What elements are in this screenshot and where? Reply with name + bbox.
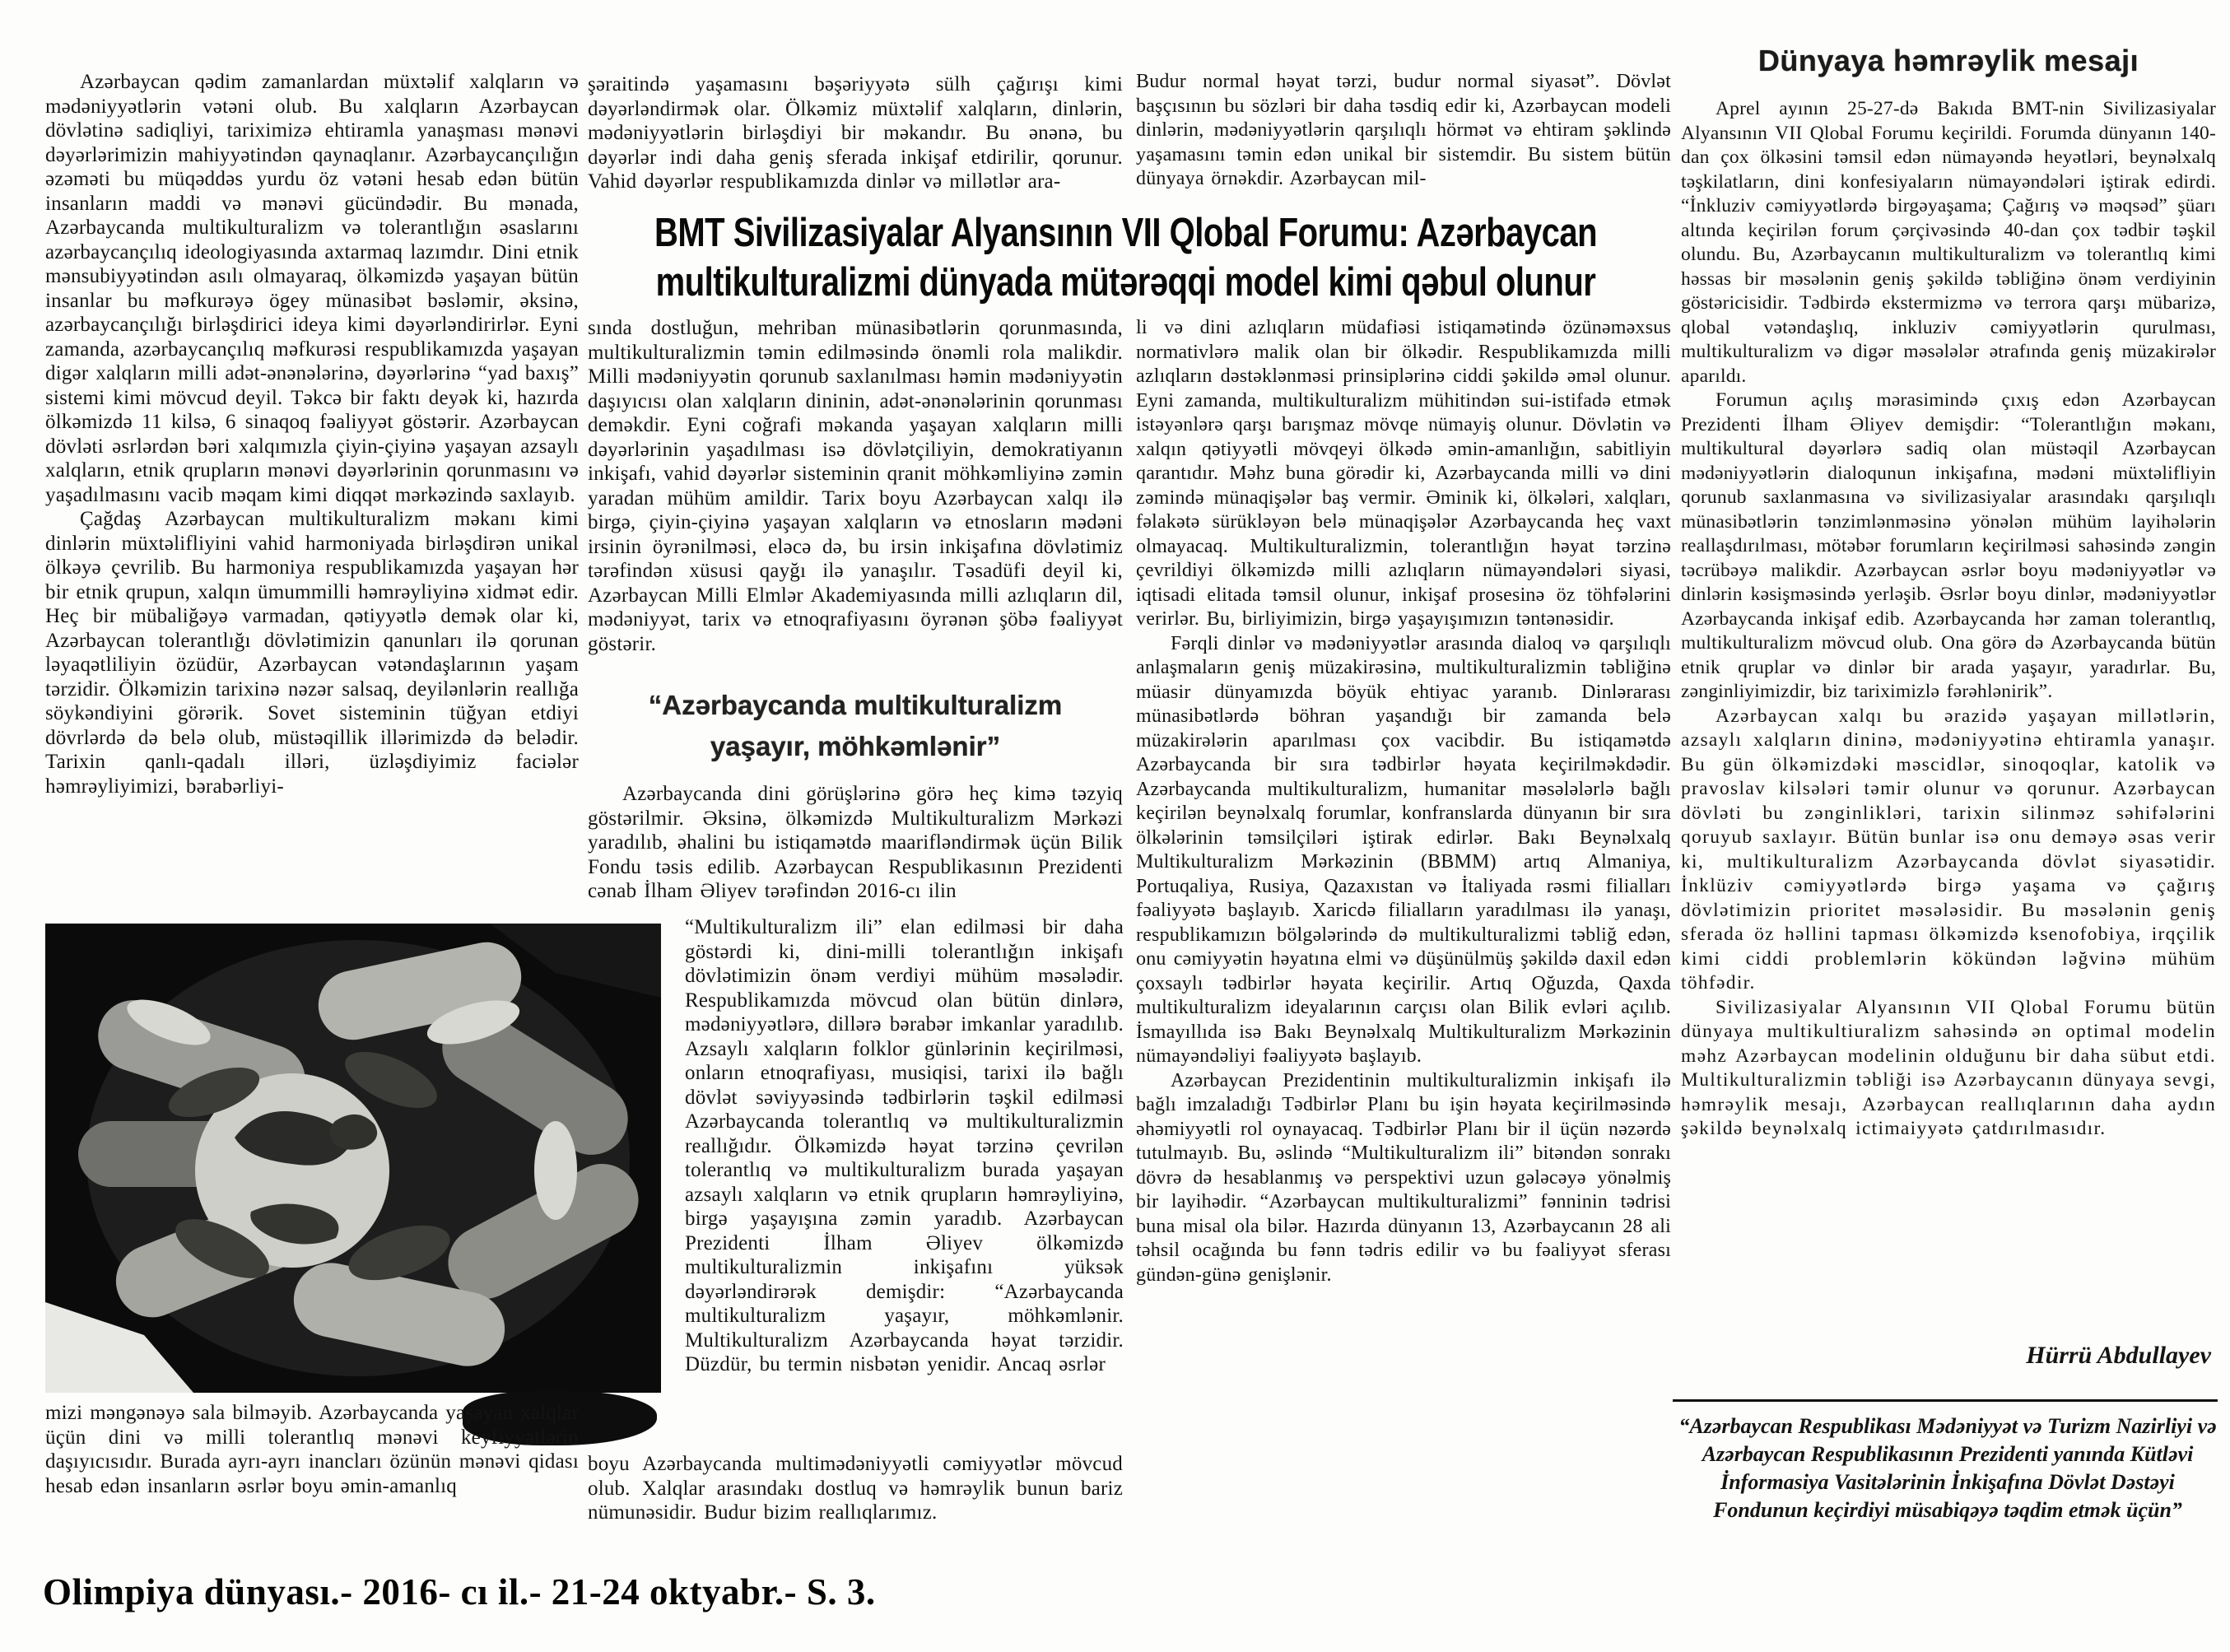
article-paragraph-continuation: “Multikulturalizm ili” elan edilməsi bir daha göstərdi ki, dini-milli tolerantlığın inkişafı dövlətimizin önəm verdiyi mühüm məsələdir. Respublikamızda mövcud olan bütün dinlərə, mədəniyyətlərə, dillərə bərabər imkanlar yaradılıb. Azsaylı xalqların folklor günlərinin keçirilməsi, onların etnoqrafiyası, musiqisi, tarixi ilə bağlı dövlət səviyyəsində tədbirlərin təşkil edilməsi Azərbaycanda tolerantlıq və multikulturalizmin reallığıdır. Ölkəmizdə həyat tərzinə çevrilən tolerantlıq və multikulturalizm burada yaşayan azsaylı xalqların və etnik qrupların həmrəyliyinə, birgə yaşayışına zəmin yaradıb. Azərbaycan Prezidenti İlham Əliyev ölkəmizdə multikulturalizmin inkişafını yüksək dəyərləndirərək demişdir: “Azərbaycanda multikulturalizm yaşayır, möhkəmlənir. Multikulturalizm Azərbaycanda həyat tərzidir. Düzdür, bu termin nisbətən yenidir. Ancaq əsrlər	[685, 916, 1124, 1375]
column2-body-wrapped	[685, 915, 1124, 1449]
column2-body	[588, 316, 1123, 678]
article-paragraph-continuation: li və dini azlıqların müdafiəsi istiqamətində özünəməxsus normativlərə malik olan bir ölkədir. Respublikamızda milli azlıqların dəstəklənməsi prinsiplərinə ciddi şəkildə əməl olunur. Eyni zamanda, multikulturalizm mühitindən sui-istifadə etmək istəyənlərə qarşı barışmaz mövqe nümayiş olunur. Dövlətin və xalqın qətiyyətli mövqeyi ölkədə əmin-amanlığın, sabitliyin qarantıdır. Məhz buna görədir ki, Azərbaycanda milli və dini zəmində münaqişələr baş vermir. Əminik ki, ölkələri, xalqları, fəlakətə sürükləyən belə münaqişələr Azərbaycanda heç vaxt olmayacaq. Multikulturalizmin, tolerantlığın həyat tərzinə çevrildiyi ölkəmizdə milli azlıqların nümayəndələri siyasi, iqtisadi elitada təmsil olunur, inkişaf prosesinə öz töhfələrini verirlər. Bu, birliyimizin, birgə yaşayışımızın təntənəsidir.	[1136, 317, 1671, 630]
section-heading: Dünyaya həmrəylik mesajı	[1757, 44, 2139, 77]
article-paragraph: Çağdaş Azərbaycan multikulturalizm məkanı kimi dinlərin müxtəlifliyini vahid harmoniyada birləşdirən unikal ölkəyə çevrilib. Bu harmoniya respublikamızda yaşayan hər bir etnik qrupun, xalqın ümummilli həmrəyliyinə xidmət edir. Heç bir mübaliğəyə varmadan, qətiyyətlə demək olar ki, Azərbaycan tolerantlığı dövlətimizin qanunları ilə qorunan ləyaqətliliyin özüdür, Azərbaycan vətəndaşlarının yaşam tərzidir. Ölkəmizin tarixinə nəzər salsaq, deyilənlərin reallığa söykəndiyini görərik. Sovet sisteminin tüğyan etdiyi dövrlərdə də belə olub, müstəqillik illərimizdə də belədir. Tarixin qanlı-qadalı illəri, üzləşdiyimiz faciələr həmrəyliyimizi, bərabərliyi-	[45, 508, 579, 798]
source-citation: Olimpiya dünyası.- 2016- cı il.- 21-24 oktyabr.- S. 3.	[43, 1571, 876, 1612]
hands-globe-photo-art	[45, 924, 661, 1393]
article-paragraph-continuation: mizi məngənəyə sala bilməyib. Azərbaycanda yaşayan xalqlar üçün dini və milli tolerantlıq mənəvi keyfiyyətlərin daşıyıcısıdır. Burada ayrı-ayrı inancları özünün mənəvi qidası hesab edən insanların əsrlər boyu əmin-amanlıq	[45, 1402, 579, 1497]
column2-body-before-wrap	[588, 782, 1123, 910]
article-subheading	[588, 685, 1123, 774]
author-signature: Hürrü Abdullayev	[2026, 1342, 2211, 1369]
article-paragraph: Azərbaycanda dini görüşlərinə görə heç kimə təzyiq göstərilmir. Əksinə, ölkəmizdə Multikulturalizm Mərkəzi yaradılıb, əhalini bu istiqamətdə maarifləndirmək üçün Bilik Fondu təsis edilib. Azərbaycan Respublikasının Prezidenti cənab İlham Əliyev tərəfindən 2016-cı ilin	[588, 783, 1123, 902]
article-paragraph-continuation: boyu Azərbaycanda multimədəniyyətli cəmiyyətlər mövcud olub. Xalqlar arasındakı dostluq və həmrəylik bunun bariz nümunəsidir. Budur bizim reallıqlarımız.	[588, 1453, 1123, 1524]
article-paragraph: Forumun açılış mərasimində çıxış edən Azərbaycan Prezidenti İlham Əliyev demişdir: “Tolerantlığın məkanı, multikultural dəyərlərə sadiq olan müstəqil Azərbaycan mədəniyyətlərin dialoqunun inkişafına, mədəni müxtəlifliyin qorunub saxlanmasına və sivilizasiyalar arasındakı qarşılıqlı münasibətlərin tənzimlənməsinə yönələn mühüm layihələrin reallaşdırılması, mötəbər forumların keçirilməsi sahəsində zəngin təcrübəyə malikdir. Azərbaycan əsrlər boyu mədəniyyətlər və dinlərin kəsişməsində yerləşib. Əsrlər boyu dinlər, mədəniyyətlər Azərbaycanda inkişaf edib. Azərbaycanda hər zaman tolerantlıq, multikulturalizm mövcud olub. Ona görə də Azərbaycanda bütün etnik qruplar və dinlər bir arada yaşayır, yaradırlar. Bu, zənginliyimizdir, biz tariximizlə fərəhlənirik”.	[1681, 389, 2216, 702]
subheading-line-1: “Azərbaycanda multikulturalizm	[648, 690, 1063, 720]
column3-top	[1136, 70, 1671, 218]
article-paragraph: Azərbaycan Prezidentinin multikulturalizmin inkişafı ilə bağlı imzaladığı Tədbirlər Planı bu işin həyata keçirilməsində əhəmiyyətli rol oynayacaq. Tədbirlər Planı bir il üçün nəzərdə tutulmayıb. Bu, əslində “Multikulturalizm ili” bitəndən sonrakı dövrə də hesablanmış və perspektivi uzun gələcəyə yönəlmiş bir layihədir. “Azərbaycan multikulturalizmi” fənninin tədrisi buna misal ola bilər. Hazırda dünyanın 13, Azərbaycanın 28 ali təhsil ocağında bu fənn tədris edilir və bu fəaliyyət sferası gündən-günə genişlənir.	[1136, 1069, 1671, 1286]
column4-body	[1681, 97, 2216, 1330]
headline-line-1: BMT Sivilizasiyalar Alyansının VII Qlobal Forumu: Azərbaycan	[654, 211, 1598, 256]
column2-top	[588, 72, 1123, 198]
column4-divider	[1673, 1399, 2218, 1402]
hands-globe-photo	[45, 924, 661, 1393]
column1-below-photo	[45, 1401, 579, 1526]
article-paragraph: Azərbaycan xalqı bu ərazidə yaşayan millətlərin, azsaylı xalqların dininə, mədəniyyətinə ehtiramla yanaşır. Bu gün ölkəmizdəki məscidlər, sinoqoqlar, katolik və pravoslav kilsələri təmir olunur və qorunur. Azərbaycan dövləti bu zənginlikləri, tarixin silinməz səhifələrini qoruyub saxlayır. Bütün bunlar isə onu deməyə əsas verir ki, multikulturalizm Azərbaycanda dövlət siyasətidir. İnklüziv cəmiyyətlərdə birgə yaşama və çağırış dövlətimizin prioritet məsələsidir. Bu məsələnin geniş sferada öz həllini tapması ölkəmizdə ksenofobiya, irqçilik kimi ciddi problemlərin kökündən ləğvinə mühüm töhfədir.	[1681, 705, 2216, 994]
column1-top	[45, 70, 579, 919]
article-paragraph: Aprel ayının 25-27-də Bakıda BMT-nin Sivilizasiyalar Alyansının VII Qlobal Forumu keçirildi. Forumda dünyanın 140-dan çox ölkəsini təmsil edən nümayəndə heyətləri, beynəlxalq təşkilatların, dini konfesiyaların nümayəndələri iştirak edirdi. “İnkluziv cəmiyyətlərdə birgəyaşama; Çağırış və məqsəd” şüarı altında keçirilən forum çərçivəsində 40-dan çox tədbir təşkil olundu. Bu, Azərbaycanın multikulturalizm və tolerantlıq kimi həssas bir məsələnin geniş şəkildə təbliğinə önəm verdiyinin göstəricisidir. Tədbirdə ekstermizmə və terrora qarşı mübarizə, qlobal vətəndaşlıq, inkluziv cəmiyyətlərin qurulması, multikulturalizm və digər məsələlər ətrafında geniş müzakirələr aparıldı.	[1681, 98, 2216, 387]
column3-body	[1136, 316, 1671, 1411]
headline-line-2: multikulturalizmi dünyada mütərəqqi model kimi qəbul olunur	[655, 260, 1596, 305]
column2-body-tail	[588, 1452, 1123, 1529]
article-paragraph: Fərqli dinlər və mədəniyyətlər arasında dialoq və qarşılıqlı anlaşmaların geniş müzakirəsinə, multikulturalizmin təbliğinə müasir dünyamızda böyük ehtiyac yaranıb. Dinlərarası münasibətlərdə böhran yaşandığı bir zamanda belə müzakirələrin aparılması çox vacibdir. Bu istiqamətdə Azərbaycanda bir sıra tədbirlər həyata keçirilməkdədir. Azərbaycanda multikulturalizm, humanitar məsələlərlə bağlı keçirilən beynəlxalq forumlar, konfranslarda dünyanın bir sıra ölkələrinin təmsilçiləri iştirak edirlər. Bakı Beynəlxalq Multikulturalizm Mərkəzinin (BBMM) artıq Almaniya, Portuqaliya, Rusiya, Qazaxıstan və İtaliyada rəsmi filialları fəaliyyətə başlayıb. Xaricdə filialların yaradılması ilə yanaşı, respublikamızın bölgələrində də multikulturalizmi təbliğ edən, onu cəmiyyətin həyatına elmi və düşünülmüş şəkildə daxil edən çoxsaylı tədbirlər həyata keçirilir. Artıq Oğuzda, Qaxda multikulturalizm ideyalarının carçısı olan Bilik evləri açılıb. İsmayıllıda isə Bakı Beynəlxalq Multikulturalizm Mərkəzinin nümayəndəliyi fəaliyyətə başlayıb.	[1136, 632, 1671, 1067]
article-paragraph-continuation: şəraitində yaşamasını bəşəriyyətə sülh çağırışı kimi dəyərləndirmək olar. Ölkəmiz müxtəlif xalqların, dinlərin, mədəniyyətlərin birləşdiyi bir məkandır. Bu ənənə, bu dəyərlər indi daha geniş sferada inkişaf etdirilir, qorunur. Vahid dəyərlər respublikamızda dinlər və millətlər ara-	[588, 73, 1123, 193]
article-paragraph-continuation: Budur normal həyat tərzi, budur normal siyasət”. Dövlət başçısının bu sözləri bir daha təsdiq edir ki, Azərbaycan modeli dinlərin, mədəniyyətlərin qarşılıqlı hörmət və ehtiram şəklində yaşamasını təmin edən unikal bir sistemdir. Bu sistem bütün dünyaya örnəkdir. Azərbaycan mil-	[1136, 71, 1671, 189]
article-paragraph-continuation: sında dostluğun, mehriban münasibətlərin qorunmasında, multikulturalizmin təmin edilməsində önəmli rola malikdir. Milli mədəniyyətin qorunub saxlanılması həmin mədəniyyətin daşıyıcısı olan xalqların dininin, adət-ənənələrinin qorunması deməkdir. Eyni coğrafi məkanda yaşayan xalqların milli dəyərlərinin yaşadılması isə dövlətçiliyin, demokratiyanın inkişafı, vahid dəyərlər sisteminin qranit möhkəmliyinə zəmin yaradan mühüm amildir. Tarix boyu Azərbaycan xalqı ilə birgə, çiyin-çiyinə yaşayan xalqların və etnosların mədəni irsinin öyrənilməsi, eləcə də, bu irsin inkişafına dövlətimiz tərəfindən xüsusi qayğı ilə yanaşılır. Təsadüfi deyil ki, Azərbaycan Milli Elmlər Akademiyasında milli azlıqların dil, mədəniyyət, tarix və etnoqrafiyasını öyrənən şöbə fəaliyyət göstərir.	[588, 317, 1123, 655]
subheading-line-2: yaşayır, möhkəmlənir”	[710, 731, 1001, 761]
article-paragraph: Sivilizasiyalar Alyansının VII Qlobal Forumu bütün dünyaya multikultiuralizm sahəsində ən optimal modelin məhz Azərbaycan modelinin olduğunu bir daha sübut etdi. Multikulturalizmin təbliği isə Azərbaycanın dünyaya sevgi, həmrəylik mesajı, Azərbaycan reallıqlarının daha aydın şəkildə beynəlxalq ictimaiyyətə çatdırılmasıdır.	[1681, 996, 2216, 1139]
submission-note: “Azərbaycan Respublikası Mədəniyyət və Turizm Nazirliyi və Azərbaycan Respublikasının Prezidenti yanında Kütləvi İnformasiya Vasitələrinin İnkişafına Dövlət Dəstəyi Fondunun keçirdiyi müsabiqəyə təqdim etmək üçün”	[1678, 1414, 2217, 1522]
article-paragraph: Azərbaycan qədim zamanlardan müxtəlif xalqların və mədəniyyətlərin vətəni olub. Bu xalqların Azərbaycan dövlətinə sadiqliyi, tariximizə ehtiramla yanaşması mənəvi dəyərlərimizin mahiyyətindən qaynaqlanır. Azərbaycançılığın əzəməti bu müqəddəs yurdu öz vətəni hesab edən bütün insanların maddi və mənəvi gücündədir. Bu mənada, Azərbaycanda multikulturalizm və tolerantlığın əsaslarını azərbaycançılıq ideologiyasında axtarmaq lazımdır. Dini etnik mənsubiyyətindən asılı olmayaraq, ölkəmizdə yaşayan bütün insanlar bu məfkurəyə ögey münasibət bəsləmir, əksinə, azərbaycançılığı birləşdirici ideya kimi dəyərləndirirlər. Eyni zamanda, azərbaycançılıq məfkurəsi respublikamızda yaşayan digər xalqların milli adət-ənənələrinə, dəyərlərinə “yad baxış” sistemi kimi mövcud deyil. Təkcə bir faktı deyək ki, hazırda ölkəmizdə 11 kilsə, 6 sinaqoq fəaliyyət göstərir. Azərbaycan dövləti əsrlərdən bəri xalqımızla çiyin-çiyinə yaşayan azsaylı xalqların, etnik qrupların mənəvi dəyərlərinin qorunmasını və yaşadılmasını vacib məqam kimi diqqət mərkəzində saxlayıb.	[45, 71, 579, 506]
